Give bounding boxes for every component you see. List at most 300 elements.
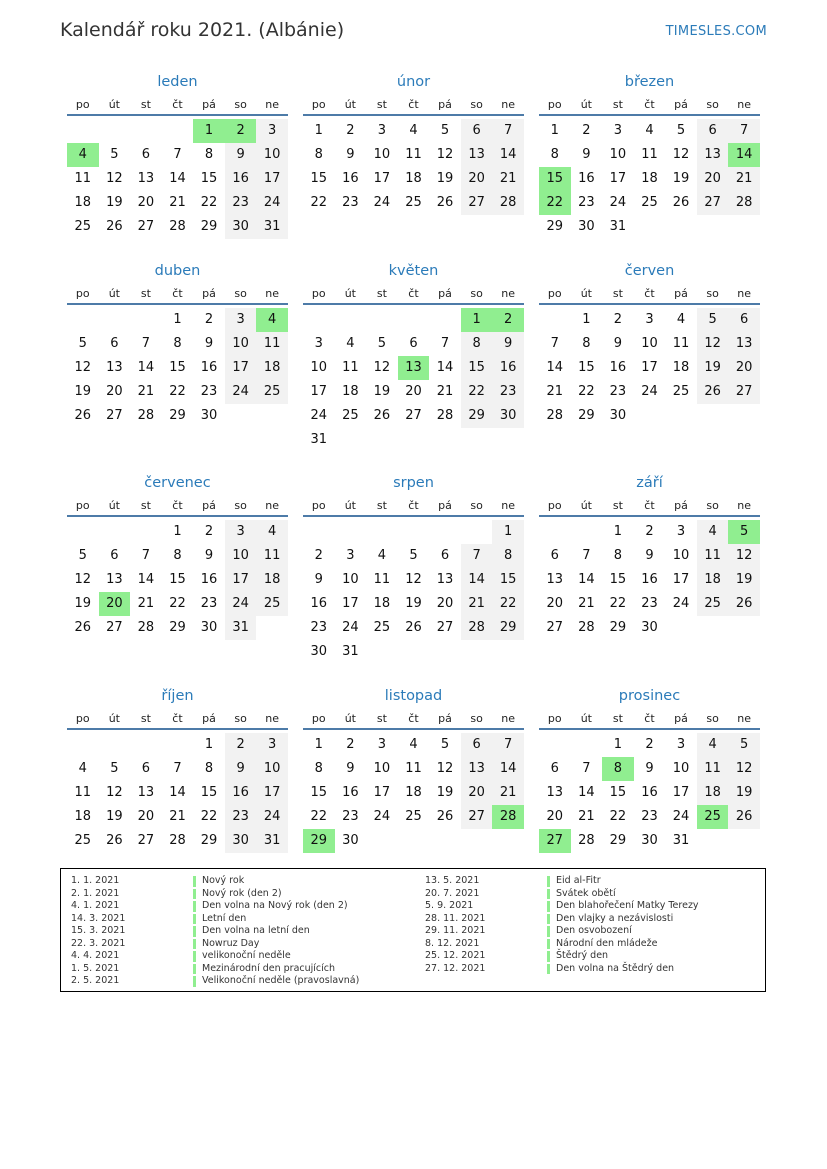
day-cell: 31 <box>609 219 627 234</box>
empty-day-cell <box>539 733 571 757</box>
day-cell: 6 <box>409 336 418 351</box>
weekend-day-cell: 16 <box>225 781 257 805</box>
weekend-day-cell: 19 <box>728 781 760 805</box>
day-cell: 21 <box>137 596 155 611</box>
month-březen <box>539 72 760 239</box>
day-cell: 2 <box>204 312 214 327</box>
page-title: Kalendář roku 2021. (Albánie) <box>60 19 345 41</box>
weekend-day-cell: 17 <box>225 568 257 592</box>
weekend-day-cell: 31 <box>256 829 288 853</box>
holiday-row <box>71 900 359 913</box>
day-cell: 9 <box>613 336 623 351</box>
day-cell: 29 <box>546 219 564 234</box>
weekend-day-cell: 4 <box>697 520 729 544</box>
weekend-day-cell: 22 <box>461 380 493 404</box>
day-cell: 15 <box>169 360 186 375</box>
holiday-marker <box>193 939 196 950</box>
weekend-day-cell: 10 <box>256 757 288 781</box>
empty-day-cell <box>366 520 398 544</box>
day-cell: 13 <box>546 785 564 800</box>
day-cell: 3 <box>645 312 654 327</box>
day-cell: 7 <box>550 336 559 351</box>
day-cell: 7 <box>173 147 182 162</box>
weekend-day-cell: 4 <box>697 733 729 757</box>
day-cell: 26 <box>373 408 391 423</box>
day-grid <box>539 733 760 853</box>
day-cell: 20 <box>106 384 123 399</box>
weekend-day-cell: 18 <box>697 781 729 805</box>
day-cell: 30 <box>342 833 359 848</box>
empty-day-cell <box>130 308 162 332</box>
weekday-label: st <box>140 499 151 512</box>
weekday-label: pá <box>202 98 216 111</box>
weekday-label: ne <box>501 499 516 512</box>
brand-link[interactable]: TIMESLES.COM <box>665 24 767 39</box>
weekend-day-cell: 23 <box>225 191 257 215</box>
day-cell: 9 <box>314 572 323 587</box>
weekend-day-cell: 10 <box>256 143 288 167</box>
empty-day-cell <box>67 308 99 332</box>
weekend-day-cell: 21 <box>492 781 524 805</box>
holiday-marker <box>547 901 550 912</box>
day-cell: 5 <box>78 336 87 351</box>
day-cell: 28 <box>578 833 595 848</box>
holiday-date: 27. 12. 2021 <box>425 962 486 974</box>
day-cell: 30 <box>200 620 218 635</box>
holiday-name: Svátek obětí <box>556 887 616 899</box>
day-cell: 19 <box>436 785 454 800</box>
day-cell: 17 <box>609 171 627 186</box>
day-cell: 22 <box>200 809 218 824</box>
weekday-header <box>303 710 524 730</box>
weekend-day-cell: 27 <box>728 380 760 404</box>
day-cell: 3 <box>676 737 686 752</box>
weekday-label: so <box>470 499 483 512</box>
day-cell: 28 <box>137 408 155 423</box>
day-grid <box>67 733 288 853</box>
day-cell: 25 <box>672 384 690 399</box>
day-cell: 8 <box>314 761 323 776</box>
day-cell: 13 <box>106 572 123 587</box>
weekday-header <box>539 285 760 305</box>
weekend-day-cell: 3 <box>256 733 288 757</box>
day-cell: 5 <box>78 548 87 563</box>
holiday-date: 25. 12. 2021 <box>425 950 486 961</box>
holiday-date: 4. 1. 2021 <box>71 900 120 911</box>
holiday-row <box>71 913 359 926</box>
month-name: duben <box>154 263 201 279</box>
empty-day-cell <box>99 520 131 544</box>
day-cell: 27 <box>546 620 564 635</box>
weekend-day-cell: 14 <box>492 757 524 781</box>
day-cell: 21 <box>578 596 595 611</box>
holiday-row <box>71 938 359 951</box>
day-cell: 14 <box>578 572 595 587</box>
empty-day-cell <box>67 520 99 544</box>
holiday-name: Nowruz Day <box>202 937 260 949</box>
holiday-name: Den volna na letní den <box>202 925 310 936</box>
weekday-header <box>303 96 524 116</box>
weekend-day-cell: 16 <box>225 167 257 191</box>
holiday-name: velikonoční neděle <box>202 950 291 961</box>
day-cell: 17 <box>342 596 359 611</box>
weekday-label: po <box>311 712 326 725</box>
weekday-label: pá <box>674 712 688 725</box>
holiday-marker <box>193 926 196 937</box>
day-cell: 2 <box>645 737 654 752</box>
day-cell: 12 <box>436 761 454 776</box>
day-grid <box>303 520 524 664</box>
weekend-day-cell: 23 <box>225 805 257 829</box>
holiday-marker <box>547 926 550 937</box>
weekday-label: út <box>108 98 120 111</box>
weekend-day-cell: 21 <box>461 592 493 616</box>
weekday-header <box>67 96 288 116</box>
weekday-label: st <box>376 98 387 111</box>
weekend-day-cell: 26 <box>697 380 729 404</box>
holiday-marker <box>547 939 550 950</box>
day-cell: 29 <box>578 408 595 423</box>
empty-day-cell <box>67 119 99 143</box>
day-cell: 5 <box>110 147 119 162</box>
month-září <box>539 473 760 640</box>
weekday-label: pá <box>202 712 216 725</box>
weekday-label: po <box>311 499 326 512</box>
weekday-label: út <box>344 712 356 725</box>
holiday-row <box>425 938 699 951</box>
holiday-row <box>71 950 359 963</box>
empty-day-cell <box>130 733 162 757</box>
weekend-day-cell: 19 <box>728 568 760 592</box>
day-cell: 30 <box>578 219 595 234</box>
day-cell: 26 <box>672 195 690 210</box>
day-cell: 27 <box>137 219 155 234</box>
day-cell: 17 <box>641 360 658 375</box>
day-cell: 5 <box>110 761 119 776</box>
day-cell: 14 <box>546 360 564 375</box>
weekend-day-cell: 15 <box>492 568 524 592</box>
holiday-marker <box>547 876 550 887</box>
day-cell: 26 <box>74 620 92 635</box>
weekend-day-cell: 28 <box>728 191 760 215</box>
day-cell: 11 <box>342 360 359 375</box>
day-cell: 3 <box>314 336 323 351</box>
day-grid <box>67 520 288 640</box>
weekend-day-cell: 17 <box>225 356 257 380</box>
weekday-label: st <box>376 499 387 512</box>
holiday-day-cell: 4 <box>67 143 99 167</box>
holiday-name: Den volna na Nový rok (den 2) <box>202 900 348 911</box>
weekday-label: po <box>75 98 90 111</box>
day-cell: 23 <box>342 195 359 210</box>
day-cell: 23 <box>310 620 328 635</box>
holiday-day-cell: 1 <box>193 119 225 143</box>
holiday-date: 14. 3. 2021 <box>71 912 126 924</box>
weekend-day-cell: 28 <box>492 191 524 215</box>
day-cell: 12 <box>436 147 454 162</box>
day-cell: 27 <box>405 408 422 423</box>
day-cell: 26 <box>405 620 422 635</box>
day-cell: 28 <box>169 833 186 848</box>
day-cell: 21 <box>546 384 564 399</box>
empty-day-cell <box>366 308 398 332</box>
holiday-date: 29. 11. 2021 <box>425 925 486 936</box>
weekday-label: st <box>140 712 151 725</box>
day-cell: 5 <box>409 548 418 563</box>
day-cell: 17 <box>373 171 391 186</box>
weekend-day-cell: 8 <box>461 332 493 356</box>
day-cell: 28 <box>436 408 454 423</box>
weekend-day-cell: 7 <box>461 544 493 568</box>
holiday-name: Mezinárodní den pracujících <box>202 962 336 974</box>
month-duben <box>67 261 288 428</box>
weekend-day-cell: 12 <box>728 757 760 781</box>
weekday-label: pá <box>438 98 452 111</box>
holiday-day-cell: 14 <box>728 143 760 167</box>
weekend-day-cell: 25 <box>256 380 288 404</box>
day-cell: 9 <box>204 548 214 563</box>
empty-day-cell <box>130 520 162 544</box>
day-cell: 16 <box>310 596 328 611</box>
day-cell: 14 <box>169 785 186 800</box>
weekend-day-cell: 17 <box>256 781 288 805</box>
day-grid <box>303 119 524 215</box>
day-cell: 14 <box>169 171 186 186</box>
day-cell: 2 <box>204 524 214 539</box>
weekend-day-cell: 31 <box>256 215 288 239</box>
weekday-label: ne <box>265 499 280 512</box>
day-cell: 22 <box>310 195 328 210</box>
weekday-label: út <box>108 499 120 512</box>
holiday-name: Den blahořečení Matky Terezy <box>556 900 699 911</box>
day-cell: 10 <box>342 572 359 587</box>
day-cell: 30 <box>641 833 658 848</box>
weekend-day-cell: 29 <box>461 404 493 428</box>
day-cell: 23 <box>200 384 218 399</box>
weekend-day-cell: 19 <box>697 356 729 380</box>
day-cell: 31 <box>310 432 328 447</box>
empty-day-cell <box>571 733 603 757</box>
holiday-day-cell: 29 <box>303 829 335 853</box>
weekday-label: út <box>580 98 592 111</box>
day-cell: 7 <box>141 548 151 563</box>
weekday-label: st <box>612 98 623 111</box>
day-cell: 17 <box>310 384 328 399</box>
month-name: červenec <box>144 475 211 491</box>
holiday-name: Nový rok (den 2) <box>202 887 282 899</box>
day-cell: 13 <box>137 171 155 186</box>
weekend-day-cell: 25 <box>697 592 729 616</box>
holiday-date: 22. 3. 2021 <box>71 937 126 949</box>
day-cell: 27 <box>436 620 454 635</box>
day-cell: 4 <box>78 761 87 776</box>
day-cell: 11 <box>405 147 422 162</box>
holiday-marker <box>193 889 196 900</box>
weekday-label: čt <box>172 98 183 111</box>
day-cell: 2 <box>613 312 623 327</box>
day-cell: 23 <box>641 596 658 611</box>
weekend-day-cell: 21 <box>492 167 524 191</box>
holiday-name: Letní den <box>202 912 247 924</box>
weekend-day-cell: 18 <box>697 568 729 592</box>
day-cell: 3 <box>676 524 686 539</box>
weekend-day-cell: 3 <box>256 119 288 143</box>
weekend-day-cell: 11 <box>256 544 288 568</box>
weekday-label: út <box>344 499 356 512</box>
holiday-row <box>71 963 359 976</box>
month-name: září <box>636 475 663 491</box>
day-cell: 22 <box>609 596 627 611</box>
holiday-marker <box>547 964 550 975</box>
day-cell: 18 <box>405 785 422 800</box>
holiday-row <box>425 888 699 901</box>
day-cell: 8 <box>613 548 623 563</box>
empty-day-cell <box>335 520 367 544</box>
weekend-day-cell: 24 <box>225 592 257 616</box>
weekday-label: pá <box>674 98 688 111</box>
day-cell: 19 <box>106 195 123 210</box>
day-cell: 16 <box>200 572 218 587</box>
weekday-label: po <box>547 499 562 512</box>
weekend-day-cell: 4 <box>256 520 288 544</box>
day-cell: 31 <box>672 833 690 848</box>
holiday-list-column <box>71 875 359 988</box>
day-cell: 9 <box>346 761 355 776</box>
day-cell: 20 <box>546 809 564 824</box>
day-cell: 4 <box>676 312 686 327</box>
holiday-date: 2. 1. 2021 <box>71 887 120 899</box>
weekday-label: čt <box>172 287 183 300</box>
weekend-day-cell: 13 <box>728 332 760 356</box>
weekend-day-cell: 22 <box>492 592 524 616</box>
day-cell: 7 <box>582 761 591 776</box>
day-cell: 25 <box>74 219 92 234</box>
day-cell: 11 <box>672 336 690 351</box>
day-cell: 23 <box>578 195 595 210</box>
weekend-day-cell: 26 <box>728 805 760 829</box>
weekend-day-cell: 15 <box>461 356 493 380</box>
weekday-header <box>539 710 760 730</box>
weekend-day-cell: 20 <box>728 356 760 380</box>
empty-day-cell <box>571 520 603 544</box>
day-cell: 12 <box>74 572 92 587</box>
weekend-day-cell: 25 <box>256 592 288 616</box>
holiday-row <box>71 975 359 988</box>
day-cell: 12 <box>74 360 92 375</box>
day-cell: 20 <box>137 809 155 824</box>
holiday-row <box>425 900 699 913</box>
empty-day-cell <box>99 308 131 332</box>
day-cell: 15 <box>200 785 218 800</box>
day-cell: 19 <box>373 384 391 399</box>
empty-day-cell <box>162 119 194 143</box>
holiday-row <box>425 913 699 926</box>
weekend-day-cell: 17 <box>256 167 288 191</box>
weekday-label: pá <box>438 287 452 300</box>
day-cell: 28 <box>169 219 186 234</box>
empty-day-cell <box>398 520 430 544</box>
day-cell: 25 <box>373 620 391 635</box>
day-cell: 25 <box>641 195 658 210</box>
weekday-label: ne <box>737 499 752 512</box>
holiday-day-cell: 27 <box>539 829 571 853</box>
empty-day-cell <box>429 520 461 544</box>
weekday-label: po <box>75 712 90 725</box>
day-cell: 15 <box>169 572 186 587</box>
day-cell: 22 <box>578 384 595 399</box>
weekend-day-cell: 16 <box>492 356 524 380</box>
weekend-day-cell: 7 <box>492 119 524 143</box>
day-cell: 29 <box>609 833 627 848</box>
day-cell: 16 <box>578 171 595 186</box>
day-cell: 16 <box>342 785 359 800</box>
day-cell: 4 <box>346 336 355 351</box>
weekday-label: út <box>108 712 120 725</box>
day-cell: 8 <box>582 336 591 351</box>
day-cell: 24 <box>310 408 328 423</box>
day-cell: 22 <box>609 809 627 824</box>
empty-day-cell <box>539 308 571 332</box>
day-cell: 3 <box>346 548 355 563</box>
day-cell: 12 <box>106 785 123 800</box>
holiday-day-cell: 1 <box>461 308 493 332</box>
day-cell: 9 <box>204 336 214 351</box>
day-cell: 13 <box>436 572 454 587</box>
day-cell: 21 <box>137 384 155 399</box>
holiday-date: 28. 11. 2021 <box>425 912 486 924</box>
day-cell: 1 <box>173 524 182 539</box>
day-cell: 4 <box>377 548 387 563</box>
day-cell: 10 <box>672 548 690 563</box>
holiday-day-cell: 15 <box>539 167 571 191</box>
weekday-label: ne <box>737 287 752 300</box>
day-cell: 8 <box>173 548 182 563</box>
holiday-row <box>71 925 359 938</box>
weekend-day-cell: 31 <box>225 616 257 640</box>
holiday-marker <box>193 876 196 887</box>
holiday-row <box>425 875 699 888</box>
day-cell: 26 <box>436 195 454 210</box>
day-cell: 3 <box>377 737 387 752</box>
day-cell: 24 <box>641 384 658 399</box>
holiday-date: 1. 5. 2021 <box>71 962 120 974</box>
weekend-day-cell: 13 <box>697 143 729 167</box>
weekday-label: čt <box>644 499 655 512</box>
holiday-name: Národní den mládeže <box>556 937 658 949</box>
weekday-label: so <box>234 287 247 300</box>
day-cell: 3 <box>377 123 387 138</box>
day-cell: 1 <box>314 123 323 138</box>
day-cell: 20 <box>436 596 454 611</box>
weekday-label: st <box>376 287 387 300</box>
weekend-day-cell: 6 <box>697 119 729 143</box>
day-cell: 6 <box>440 548 450 563</box>
holiday-day-cell: 2 <box>492 308 524 332</box>
day-cell: 26 <box>74 408 92 423</box>
weekend-day-cell: 24 <box>256 805 288 829</box>
empty-day-cell <box>398 308 430 332</box>
weekend-day-cell: 20 <box>697 167 729 191</box>
holiday-day-cell: 13 <box>398 356 430 380</box>
day-cell: 15 <box>578 360 595 375</box>
day-cell: 12 <box>672 147 690 162</box>
weekday-header <box>67 497 288 517</box>
weekday-label: čt <box>408 499 419 512</box>
day-cell: 21 <box>169 809 186 824</box>
empty-day-cell <box>67 733 99 757</box>
day-cell: 25 <box>74 833 92 848</box>
weekend-day-cell: 11 <box>256 332 288 356</box>
